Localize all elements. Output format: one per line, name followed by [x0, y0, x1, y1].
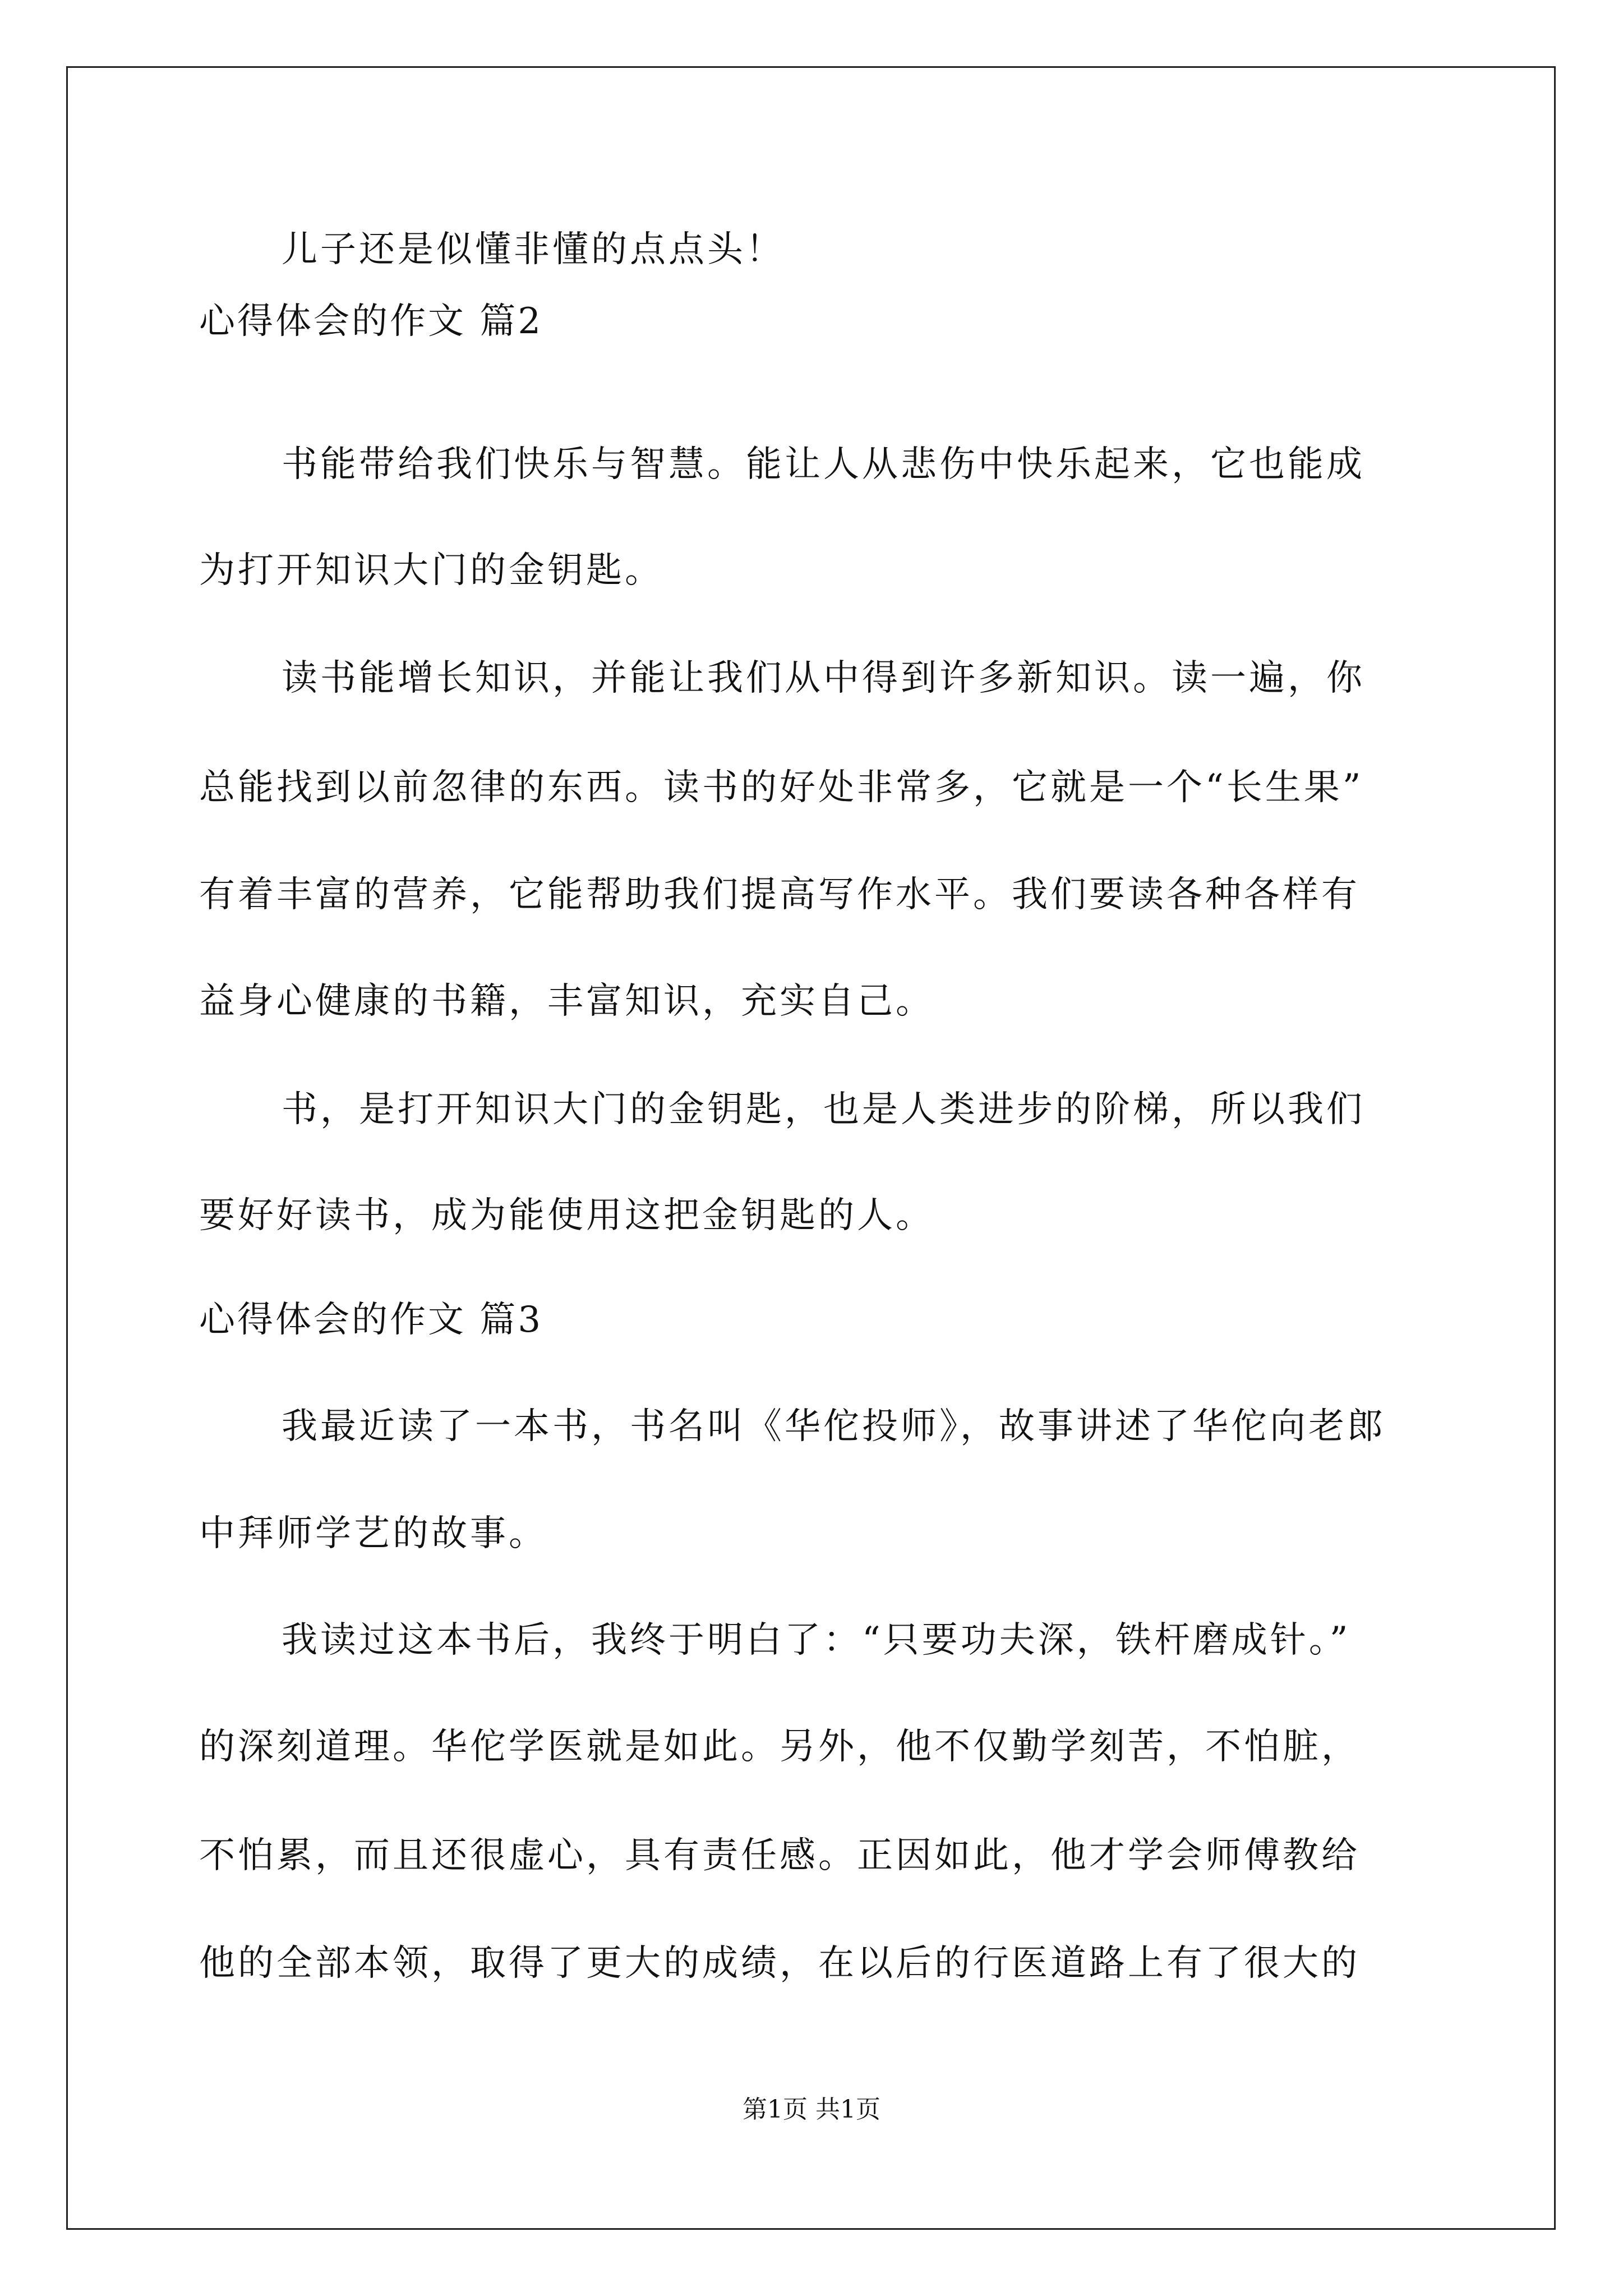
paragraph-line: 中拜师学艺的故事。: [199, 1513, 547, 1554]
paragraph-line: 有着丰富的营养，它能帮助我们提高写作水平。我们要读各种各样有: [199, 874, 1360, 915]
paragraph-line: 不怕累，而且还很虚心，具有责任感。正因如此，他才学会师傅教给: [199, 1835, 1360, 1876]
paragraph-line: 的深刻道理。华佗学医就是如此。另外，他不仅勤学刻苦，不怕脏，: [199, 1726, 1360, 1768]
paragraph-line: 我读过这本书后，我终于明白了：“只要功夫深，铁杆磨成针。”: [282, 1619, 1351, 1661]
paragraph-line: 读书能增长知识，并能让我们从中得到许多新知识。读一遍，你: [282, 657, 1365, 699]
paragraph-line: 他的全部本领，取得了更大的成绩，在以后的行医道路上有了很大的: [199, 1943, 1360, 1984]
paragraph-line: 总能找到以前忽律的东西。读书的好处非常多，它就是一个“长生果”: [199, 767, 1364, 808]
paragraph-line: 要好好读书，成为能使用这把金钥匙的人。: [199, 1195, 934, 1236]
page-footer: 第1页 共1页: [743, 2095, 880, 2124]
paragraph-line: 儿子还是似懂非懂的点点头！: [282, 229, 785, 270]
section-heading: 心得体会的作文 篇3: [199, 1299, 543, 1341]
paragraph-line: 为打开知识大门的金钥匙。: [199, 550, 663, 591]
section-heading: 心得体会的作文 篇2: [199, 301, 543, 342]
paragraph-line: 书能带给我们快乐与智慧。能让人从悲伤中快乐起来，它也能成: [282, 444, 1365, 485]
paragraph-line: 我最近读了一本书，书名叫《华佗投师》，故事讲述了华佗向老郎: [282, 1406, 1386, 1447]
paragraph-line: 书，是打开知识大门的金钥匙，也是人类进步的阶梯，所以我们: [282, 1089, 1365, 1130]
page-border: [66, 66, 1556, 2230]
paragraph-line: 益身心健康的书籍，丰富知识，充实自己。: [199, 981, 934, 1022]
